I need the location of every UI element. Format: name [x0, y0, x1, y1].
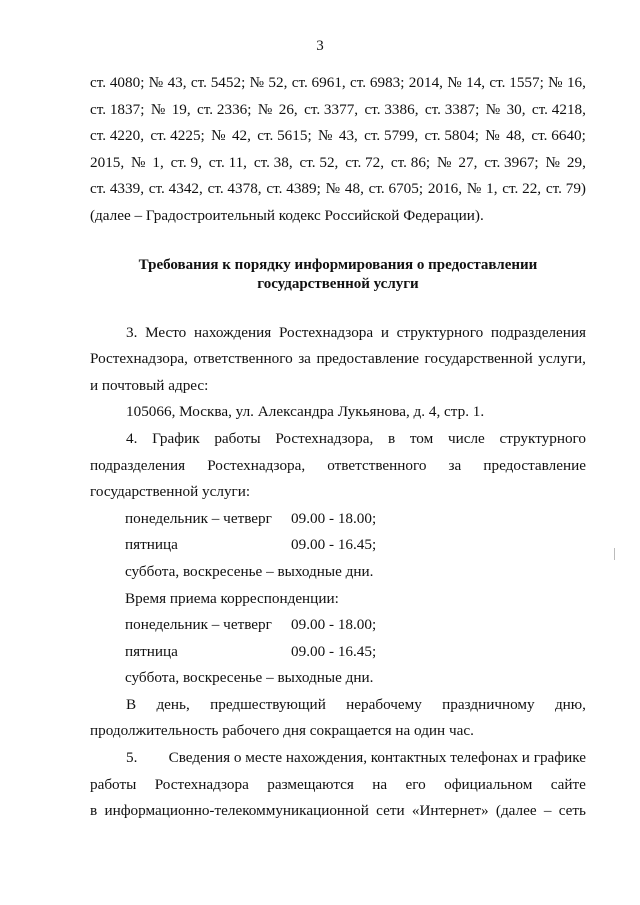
word: ст. 3967; — [484, 153, 539, 171]
schedule-day: пятница — [125, 642, 178, 660]
word: 14, — [466, 74, 486, 91]
word: ответственного — [193, 350, 293, 368]
intro-line — [90, 97, 586, 124]
spacer — [90, 230, 586, 256]
word: 1, — [486, 180, 498, 198]
word: 2016, — [427, 180, 463, 198]
word: ст. 2336; — [197, 100, 252, 118]
para3-line-2 — [90, 346, 586, 373]
word: на — [372, 775, 388, 793]
word: ст. 22, — [502, 180, 542, 198]
word: в — [388, 429, 396, 447]
weekend-note: суббота, воскресенье – выходные дни. — [125, 562, 374, 580]
word: 2014, — [408, 74, 443, 91]
word: ст. 3377, — [304, 100, 359, 118]
word: ст. 6961, — [291, 74, 346, 91]
spacer — [90, 294, 586, 320]
para5-line-1 — [90, 745, 586, 772]
word: за — [298, 350, 311, 368]
word: ст. 4342, — [148, 180, 203, 198]
para3-line-1 — [90, 320, 586, 347]
para3-line-3: и почтовый адрес: — [90, 376, 209, 394]
word: ст. 3386, — [364, 100, 419, 118]
word: 3. — [126, 323, 138, 341]
word: 29, — [566, 153, 586, 171]
schedule-day: понедельник – четверг — [125, 616, 272, 634]
word: ст. 4225; — [150, 127, 205, 145]
word: подразделения — [490, 323, 586, 341]
word: работы — [214, 429, 261, 447]
word: информационно-телекоммуникационной — [104, 802, 369, 820]
intro-line — [90, 176, 586, 203]
word: сайте — [550, 775, 586, 793]
para4-line-3: государственной услуги: — [90, 483, 251, 501]
schedule-row — [90, 532, 586, 559]
word: ст. 1837; — [90, 100, 145, 118]
word: ст. 11, — [208, 153, 247, 171]
intro-paragraph — [90, 70, 586, 203]
word: ст. 6983; — [350, 74, 405, 91]
word: № — [325, 180, 341, 198]
word: 2015, — [90, 153, 125, 171]
word: за — [448, 456, 462, 474]
holiday-line-2: продолжительность рабочего дня сокращается на один час. — [90, 722, 474, 740]
section-heading-line-2: государственной услуги — [257, 275, 419, 292]
word: № — [485, 127, 500, 145]
weekend-note: суббота, воскресенье – выходные дни. — [125, 669, 374, 687]
schedule-row — [90, 639, 586, 666]
word: ст. 6640; — [531, 127, 586, 145]
word: 27, — [458, 153, 478, 171]
schedule-day: понедельник – четверг — [125, 509, 272, 527]
word: числе — [447, 429, 485, 447]
word: 30, — [506, 100, 526, 118]
word: № — [318, 127, 333, 145]
scan-artifact — [614, 548, 620, 560]
word: № — [249, 74, 265, 91]
word: Ростехнадзора — [278, 323, 374, 341]
word: ст. 5799, — [364, 127, 419, 145]
word: Ростехнадзора — [154, 775, 249, 793]
word: дню, — [554, 695, 586, 713]
para5-line-3 — [90, 798, 586, 825]
word: ответственного — [327, 456, 427, 474]
word: (далее — [495, 802, 537, 820]
schedule-time: 09.00 - 18.00; — [291, 616, 377, 634]
word: 52, — [268, 74, 288, 91]
word: № — [548, 74, 563, 91]
word: сети — [376, 802, 405, 820]
schedule-row — [90, 612, 586, 639]
word: № — [485, 100, 501, 118]
correspondence-title: Время приема корреспонденции: — [125, 589, 339, 607]
word: ст. 6705; — [368, 180, 424, 198]
word: Ростехнадзора, — [207, 456, 306, 474]
word: ст. 3387; — [424, 100, 480, 118]
word: 48, — [506, 127, 526, 145]
para5-line-2 — [90, 772, 586, 799]
word: ст. 9, — [170, 153, 202, 171]
word: ст. 1557; — [489, 74, 544, 91]
word: нахождения — [193, 323, 272, 341]
word: № — [150, 100, 166, 118]
schedule-time: 09.00 - 16.45; — [291, 642, 377, 660]
word: 48, — [344, 180, 364, 198]
word: 43, — [338, 127, 358, 145]
word: № — [437, 153, 452, 171]
word: нерабочему — [346, 695, 422, 713]
schedule-row — [90, 506, 586, 533]
intro-line — [90, 123, 586, 150]
section-heading-line-1: Требования к порядку информирования о предоставлении — [138, 256, 538, 273]
word: ст. 52, — [299, 153, 339, 171]
word: ст. 86; — [390, 153, 431, 171]
word: № — [257, 100, 273, 118]
word: 4. — [126, 429, 138, 447]
word: 5. — [126, 749, 138, 767]
word: ст. 5452; — [190, 74, 246, 91]
word: предшествующий — [210, 695, 326, 713]
para4-line-1 — [90, 426, 586, 453]
schedule-time: 09.00 - 16.45; — [291, 536, 377, 554]
word: структурного — [396, 323, 484, 341]
word: № — [447, 74, 462, 91]
intro-line — [90, 70, 586, 97]
word: его — [405, 775, 426, 793]
word: – — [543, 802, 552, 820]
word: 42, — [231, 127, 251, 145]
word: № — [148, 74, 164, 91]
word: в — [90, 802, 98, 820]
word: день, — [156, 695, 190, 713]
word: ст. 4378, — [207, 180, 262, 198]
word: Ростехнадзора, — [275, 429, 374, 447]
intro-line — [90, 150, 586, 177]
word: В — [126, 695, 137, 713]
word: № — [466, 180, 482, 198]
section-heading — [90, 256, 586, 294]
word: ст. 4339, — [90, 180, 145, 198]
word: ст. 4389; — [266, 180, 321, 198]
word: предоставление — [316, 350, 420, 368]
word: и — [380, 323, 389, 341]
word: официальном — [444, 775, 533, 793]
document-body — [90, 70, 586, 825]
word: Место — [145, 323, 187, 341]
word: 26, — [278, 100, 298, 118]
word: услуги, — [538, 350, 586, 368]
word: том — [409, 429, 434, 447]
word: 1, — [152, 153, 164, 171]
word: № — [211, 127, 226, 145]
word: ст. 4220, — [90, 127, 145, 145]
word: праздничному — [442, 695, 535, 713]
word: ст. 72, — [345, 153, 385, 171]
word: ст. 79) — [545, 180, 586, 198]
word: График — [152, 429, 200, 447]
word: 16, — [566, 74, 586, 91]
word: ст. 4218, — [531, 100, 586, 118]
word: размещаются — [267, 775, 354, 793]
word: Сведения о месте нахождения, контактных телефонах и графике — [168, 749, 586, 767]
word: структурного — [499, 429, 586, 447]
page-number: 3 — [316, 38, 324, 54]
word: государственной — [424, 350, 533, 368]
word: ст. 38, — [253, 153, 293, 171]
word: 43, — [167, 74, 187, 91]
word: сеть — [558, 802, 586, 820]
para4-line-2 — [90, 453, 586, 480]
word: № — [131, 153, 146, 171]
schedule-day: пятница — [125, 536, 178, 554]
word: предоставление — [483, 456, 586, 474]
holiday-line-1 — [90, 692, 586, 719]
word: ст. 5615; — [257, 127, 312, 145]
intro-last-line: (далее – Градостроительный кодекс Российской Федерации). — [90, 206, 484, 224]
word: работы — [90, 775, 137, 793]
schedule-time: 09.00 - 18.00; — [291, 509, 377, 527]
word: № — [545, 153, 561, 171]
word: подразделения — [90, 456, 186, 474]
word: ст. 4080; — [90, 74, 145, 91]
word: 19, — [171, 100, 191, 118]
word: ст. 5804; — [424, 127, 479, 145]
word: Ростехнадзора, — [90, 350, 188, 368]
word: «Интернет» — [411, 802, 489, 820]
postal-address: 105066, Москва, ул. Александра Лукьянова, д. 4, стр. 1. — [126, 403, 485, 421]
